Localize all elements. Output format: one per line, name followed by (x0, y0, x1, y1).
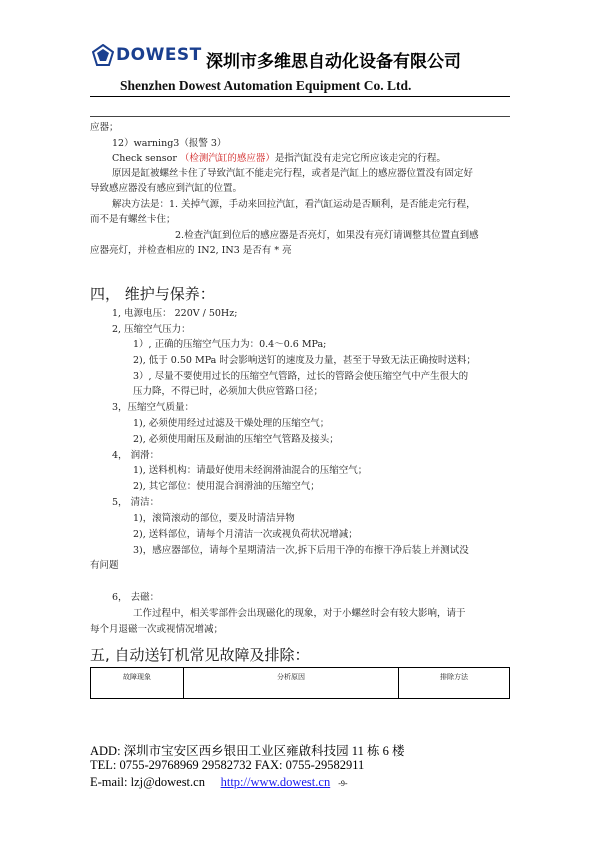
list-item: 1）, 正确的压缩空气压力为：0.4～0.6 MPa; (133, 339, 327, 350)
paragraph-line: 12）warning3（报警 3） (112, 138, 227, 149)
paragraph-line (112, 153, 446, 165)
table-row (91, 668, 510, 699)
list-item: 3，压缩空气质量： (112, 402, 195, 413)
paragraph-line: 原因是缸被螺丝卡住了导致汽缸不能走完行程，或者是汽缸上的感应器位置没有固定好 (112, 168, 474, 179)
footer-contact (90, 775, 348, 790)
list-item: 1, 电源电压： 220V / 50Hz; (112, 308, 238, 319)
paragraph-line: 解决方法是：1. 关掉气源，手动来回拉汽缸，看汽缸运动是否顺利，是否能走完行程， (112, 199, 476, 210)
paragraph-line: 而不是有螺丝卡住； (90, 214, 176, 225)
list-item: 3）, 尽量不要使用过长的压缩空气管路，过长的管路会使压缩空气中产生很大的 (133, 371, 469, 382)
section-heading-troubleshooting: 五, 自动送钉机常见故障及排除： (90, 646, 310, 664)
list-item: 2, 压缩空气压力： (112, 324, 191, 335)
table-header-cause: 分析原因 (184, 668, 399, 699)
logo-mark-icon (92, 44, 114, 66)
list-item: 每个月退磁一次或视情况增减； (90, 624, 224, 635)
list-item: 3)，感应器部位，请每个星期清洁一次,拆下后用干净的布擦干净后装上并测试没 (133, 545, 469, 556)
list-item: 1), 送料机构：请最好使用未经润滑油混合的压缩空气； (133, 465, 368, 476)
section-heading-maintenance: 四， 维护与保养： (90, 285, 215, 303)
list-item: 2), 低于 0.50 MPa 时会影响送钉的速度及力量，甚至于导致无法正确按时送料； (133, 355, 476, 366)
logo-text: DOWEST (116, 45, 202, 65)
list-item: 4， 润滑： (112, 450, 160, 461)
list-item: 压力降，不得已时，必须加大供应管路口径； (133, 386, 324, 397)
paragraph-line: 2.检查汽缸到位后的感应器是否亮灯，如果没有亮灯请调整其位置直到感 (175, 230, 479, 241)
header-rule-bottom (90, 116, 510, 117)
page-number: -9- (338, 779, 348, 788)
list-item: 有问题 (90, 560, 119, 571)
paragraph-line: 应器； (90, 122, 119, 133)
website-link[interactable]: http://www.dowest.cn (220, 775, 331, 789)
list-item: 2), 送料部位，请每个月清洁一次或视负荷状况增减； (133, 529, 358, 540)
footer-email: E-mail: lzj@dowest.cn (90, 775, 221, 789)
company-name-cn: 深圳市多维思自动化设备有限公司 (206, 52, 461, 72)
table-header-symptom: 故障现象 (91, 668, 184, 699)
list-item: 工作过程中，相关零部件会出现磁化的现象，对于小螺丝时会有较大影响，请于 (133, 608, 466, 619)
sensor-desc: 是指汽缸没有走完它所应该走完的行程。 (274, 153, 446, 164)
list-item: 1)，滚筒滚动的部位，要及时清洁异物 (133, 513, 295, 524)
paragraph-line: 应器亮灯，并检查相应的 IN2, IN3 是否有 * 亮 (90, 245, 292, 256)
header-rule-top (90, 96, 510, 97)
footer-address: ADD: 深圳市宝安区西乡银田工业区雍啟科技园 11 栋 6 楼 (90, 744, 405, 758)
sensor-term: Check sensor (112, 153, 180, 164)
paragraph-line: 导致感应器没有感应到汽缸的位置。 (90, 183, 243, 194)
list-item: 1), 必须使用经过过滤及干燥处理的压缩空气； (133, 418, 330, 429)
fault-table (90, 667, 510, 699)
footer-tel: TEL: 0755-29768969 29582732 FAX: 0755-29582911 (90, 758, 365, 772)
list-item: 6， 去磁： (112, 592, 160, 603)
company-logo (92, 44, 202, 68)
table-header-solution: 排除方法 (399, 668, 510, 699)
list-item: 2), 其它部位：使用混合润滑油的压缩空气； (133, 481, 320, 492)
list-item: 5， 清洁： (112, 497, 160, 508)
list-item: 2), 必须使用耐压及耐油的压缩空气管路及接头； (133, 434, 339, 445)
company-name-en: Shenzhen Dowest Automation Equipment Co. Ltd. (120, 78, 412, 93)
sensor-term-cn: （检测汽缸的感应器） (179, 153, 275, 164)
